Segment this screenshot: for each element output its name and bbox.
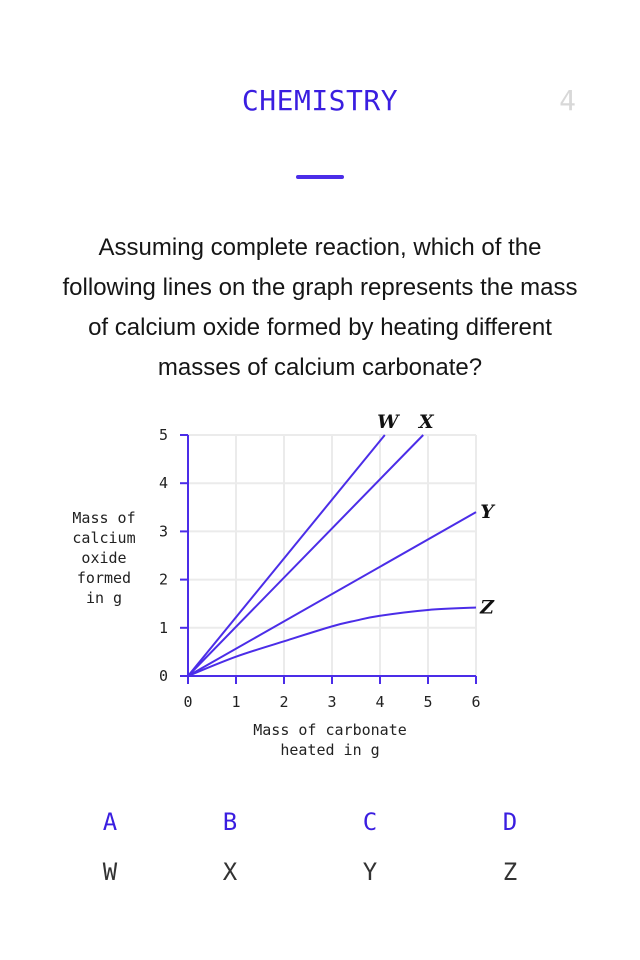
question-text: Assuming complete reaction, which of the following lines on the graph represents the mass of calcium oxide formed by heating different masses of calcium carbonate? xyxy=(62,234,578,381)
answer-options xyxy=(60,802,600,892)
series-label-z: Z xyxy=(480,596,494,619)
x-tick-label: 1 xyxy=(231,693,241,711)
option-a[interactable] xyxy=(60,802,160,892)
y-axis-label: formed xyxy=(76,569,132,587)
series-label-y: Y xyxy=(480,501,494,524)
option-b-value: X xyxy=(222,858,238,886)
y-axis-label: in g xyxy=(85,589,123,607)
x-tick-label: 2 xyxy=(279,693,289,711)
y-tick-label: 5 xyxy=(158,426,168,444)
y-tick-label: 0 xyxy=(158,667,168,685)
option-c[interactable] xyxy=(300,802,440,892)
option-a-value: W xyxy=(102,858,118,886)
x-tick-label: 5 xyxy=(423,693,433,711)
x-tick-label: 6 xyxy=(471,693,481,711)
series-label-x: X xyxy=(418,411,434,433)
y-axis-label: calcium xyxy=(72,529,136,547)
option-b-letter: B xyxy=(222,808,238,836)
series-label-w: W xyxy=(377,411,399,433)
subject-title: CHEMISTRY xyxy=(241,84,399,117)
option-b[interactable] xyxy=(160,802,300,892)
title-divider xyxy=(296,175,344,179)
y-tick-label: 2 xyxy=(158,570,168,589)
option-a-letter: A xyxy=(102,808,118,836)
option-d[interactable] xyxy=(440,802,580,892)
y-tick-label: 1 xyxy=(158,618,168,637)
y-tick-label: 4 xyxy=(158,474,168,493)
x-axis-label: heated in g xyxy=(280,741,380,759)
y-tick-label: 3 xyxy=(158,522,168,541)
option-c-value: Y xyxy=(362,858,378,886)
x-tick-label: 3 xyxy=(327,693,337,711)
chart-grid xyxy=(188,435,476,676)
line-chart xyxy=(40,400,560,780)
option-c-letter: C xyxy=(362,808,378,836)
option-d-value: Z xyxy=(502,858,518,886)
option-d-letter: D xyxy=(502,808,518,836)
x-tick-label: 0 xyxy=(183,693,193,711)
x-axis-label: Mass of carbonate xyxy=(253,721,407,739)
question-number: 4 xyxy=(559,84,576,117)
x-tick-label: 4 xyxy=(375,693,385,711)
y-axis-label: oxide xyxy=(81,549,127,567)
y-axis-label: Mass of xyxy=(72,509,136,527)
series-line-x xyxy=(188,435,423,676)
